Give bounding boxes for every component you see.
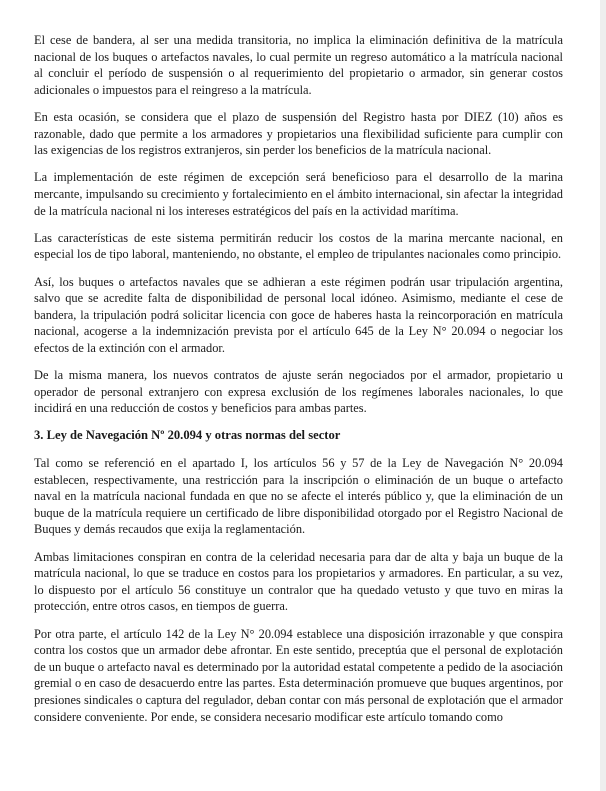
paragraph-tripulacion: Así, los buques o artefactos navales que se adhieran a este régimen podrán usar tripulación argentina, salvo que se acredite falta de disponibilidad de personal local idóneo. Asimismo, mediante el cese de bandera, la tripulación podrá solicitar licencia con goce de haberes hasta la reincorporación en matrícula nacional, acogerse a la indemnización prevista por el artículo 645 de la Ley N° 20.094 o negociar los efectos de la extinción con el armador. <box>34 274 563 355</box>
paragraph-plazo-suspension: En esta ocasión, se considera que el plazo de suspensión del Registro hasta por DIEZ (10) años es razonable, dado que permite a los armadores y propietarios una flexibilidad suficiente para cumplir con las exigencias de los registros extranjeros, sin perder los beneficios de la matrícula nacional. <box>34 109 563 158</box>
page-edge <box>600 0 606 791</box>
paragraph-cese-de-bandera: El cese de bandera, al ser una medida transitoria, no implica la eliminación definitiva de la matrícula nacional de los buques o artefactos navales, lo cual permite un regreso automático a la matrícula nacional al concluir el período de suspensión o al requerimiento del propietario o armador, sin generar costos adicionales o impuestos para el reingreso a la matrícula. <box>34 33 563 97</box>
paragraph-limitaciones: Ambas limitaciones conspiran en contra de la celeridad necesaria para dar de alta y baja un buque de la matrícula nacional, lo que se traduce en costos para los propietarios y armadores. En particular, a su vez, lo dispuesto por el artículo 56 constituye un contralor que ha quedado vetusto y que tuvo en miras la protección, entre otros casos, en tiempos de guerra. <box>34 549 563 614</box>
paragraph-articulo-142: Por otra parte, el artículo 142 de la Ley N° 20.094 establece una disposición irrazonable y que conspira contra los costos que un armador debe afrontar. En este sentido, preceptúa que el personal de explotación de un buque o artefacto naval es determinado por la autoridad estatal competente a pedido de la asociación gremial o en caso de desacuerdo entre las partes. Esta determinación promueve que buques argentinos, por presiones sindicales o captura del regulador, deban contar con más personal de explotación que el armador considere conveniente. Por ende, se considera necesario modificar este artículo tomando como <box>34 626 563 724</box>
paragraph-articulos-56-57: Tal como se referenció en el apartado I, los artículos 56 y 57 de la Ley de Navegación N° 20.094 establecen, respectivamente, una restricción para la inscripción o eliminación de un buque o artefacto naval en la matrícula nacional fundada en que no se afecte el interés público y, que la eliminación de un buque de la matrícula requiere un certificado de libre disponibilidad otorgado por el Registro Nacional de Buques y demás recaudos que exija la reglamentación. <box>34 456 563 537</box>
paragraph-implementacion-regimen: La implementación de este régimen de excepción será beneficioso para el desarrollo de la marina mercante, impulsando su crecimiento y fortalecimiento en el ámbito internacional, sin afectar la integridad de la matrícula nacional ni los intereses estratégicos del país en la actividad marítima. <box>34 170 563 218</box>
paragraph-contratos-ajuste: De la misma manera, los nuevos contratos de ajuste serán negociados por el armador, propietario u operador de personal extranjero con expresa exclusión de los regímenes laborales nacionales, lo que incidirá en una reducción de costos y beneficios para ambas partes. <box>34 368 563 416</box>
section-heading: 3. Ley de Navegación Nº 20.094 y otras normas del sector <box>34 428 341 443</box>
paragraph-caracteristicas-sistema: Las características de este sistema permitirán reducir los costos de la marina mercante nacional, en especial los de tipo laboral, manteniendo, no obstante, el empleo de tripulantes nacionales como principio. <box>34 230 563 262</box>
document-page <box>34 32 563 736</box>
